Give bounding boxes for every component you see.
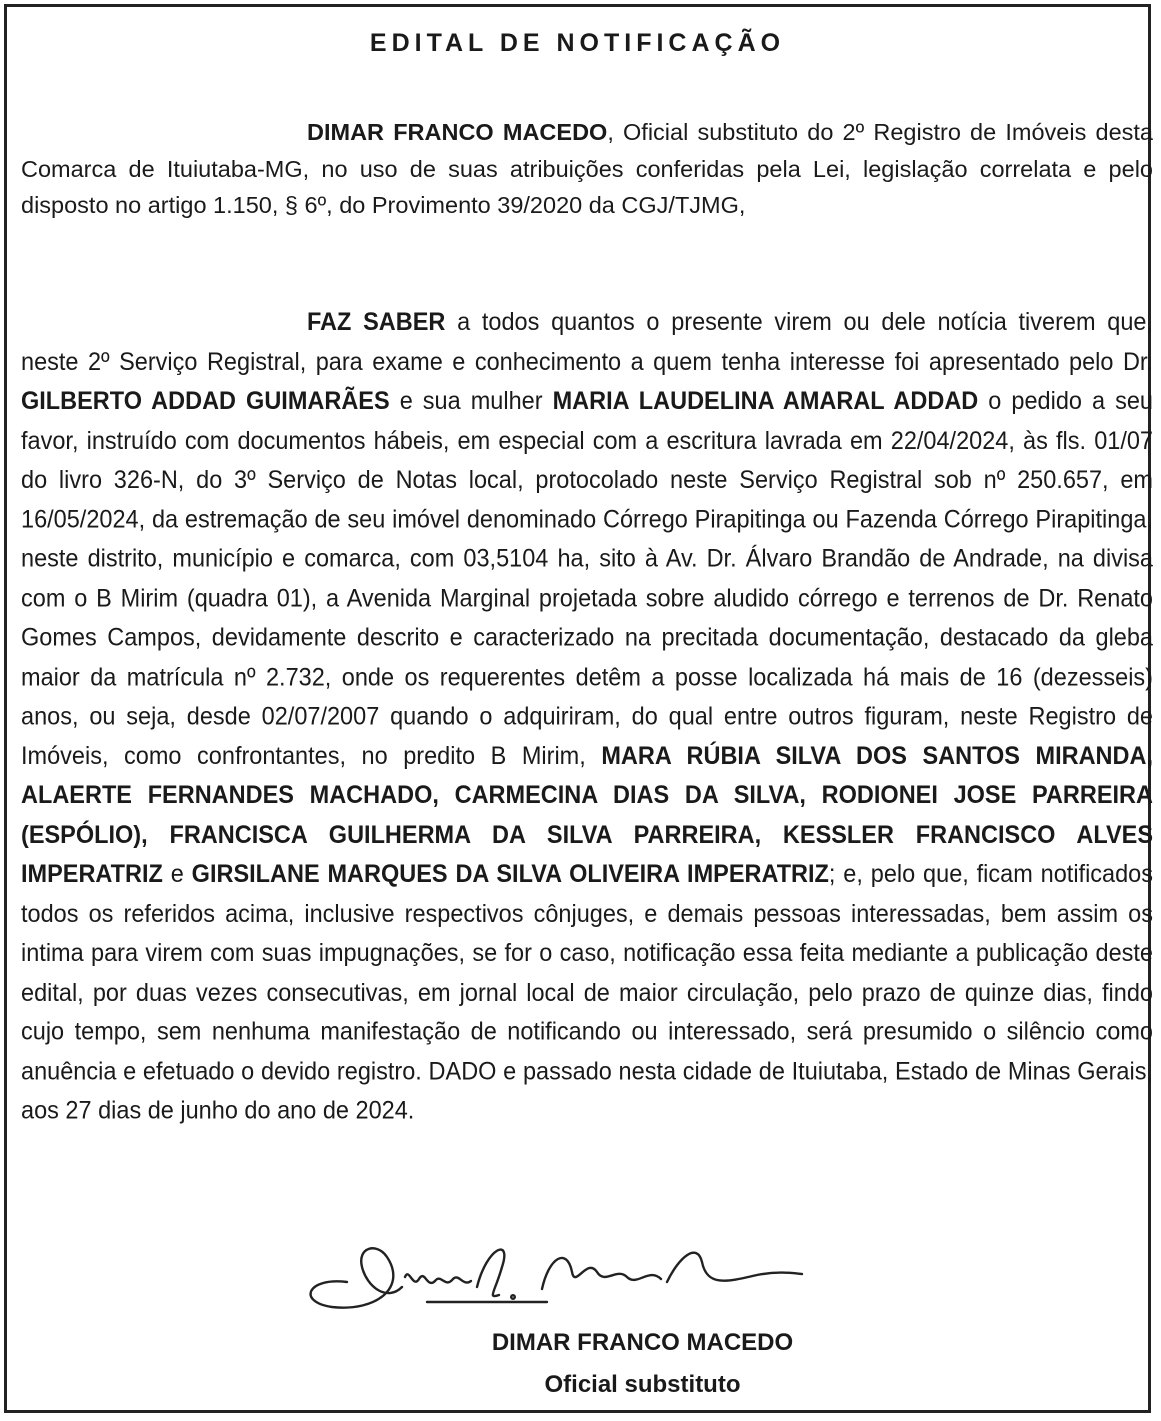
requester-name-2: MARIA LAUDELINA AMARAL ADDAD — [552, 386, 979, 415]
handwritten-signature — [287, 1227, 807, 1317]
body-text-1: a todos quantos o presente virem ou dele notícia tiverem que, neste 2º Serviço Registral, para exame e conhecimento a quem tenha interesse foi apresentado pelo Dr. — [21, 307, 1153, 375]
body-text-4: e — [162, 859, 192, 888]
body-text-3: o pedido a seu favor, instruído com documentos hábeis, em especial com a escritura lavrada em 22/04/2024, às fls. 01/07 do livro 326-N, do 3º Serviço de Notas local, protocolado neste Serviço Registral sob nº 250.657, em 16/05/2024, da estremação de seu imóvel denominado Córrego Pirapitinga ou Fazenda Córrego Pirapitinga, neste distrito, município e comarca, com 03,5104 ha, sito à Av. Dr. Álvaro Brandão de Andrade, na divisa com o B Mirim (quadra 01), a Avenida Marginal projetada sobre aludido córrego e terrenos de Dr. Renato Gomes Campos, devidamente descrito e caracterizado na precitada documentação, destacado da gleba maior da matrícula nº 2.732, onde os requerentes detêm a posse localizada há mais de 16 (dezesseis) anos, ou seja, desde 02/07/2007 quando o adquiriram, do qual entre outros figuram, neste Registro de Imóveis, como confrontantes, no predito B Mirim, — [21, 386, 1154, 770]
signatory-name: DIMAR FRANCO MACEDO — [491, 1329, 794, 1356]
requester-name-1: GILBERTO ADDAD GUIMARÃES — [21, 386, 390, 415]
paragraph-body — [21, 302, 1153, 1130]
neighbor-name-last: GIRSILANE MARQUES DA SILVA OLIVEIRA IMPERATRIZ — [191, 859, 829, 888]
signatory-role: Oficial substituto — [544, 1371, 741, 1398]
official-name: DIMAR FRANCO MACEDO — [307, 119, 608, 145]
neighbors-names: MARA RÚBIA SILVA DOS SANTOS MIRANDA, ALAERTE FERNANDES MACHADO, CARMECINA DIAS DA SILVA, RODIONEI JOSE PARREIRA (ESPÓLIO), FRANCISCA GUILHERMA DA SILVA PARREIRA, KESSLER FRANCISCO ALVES IMPERATRIZ — [21, 741, 1153, 888]
faz-saber: FAZ SABER — [307, 307, 446, 336]
document-frame — [4, 4, 1154, 1413]
body-text-5: ; e, pelo que, ficam notificados todos os referidos acima, inclusive respectivos cônjuges, e demais pessoas interessadas, bem assim os intima para virem com suas impugnações, se for o caso, notificação essa feita mediante a publicação deste edital, por duas vezes consecutivas, em jornal local de maior circulação, pelo prazo de quinze dias, findo cujo tempo, sem nenhuma manifestação de notificando ou interessado, será presumido o silêncio como anuência e efetuado o devido registro. DADO e passado nesta cidade de Ituiutaba, Estado de Minas Gerais, aos 27 dias de junho do ano de 2024. — [21, 859, 1153, 1124]
document-title: EDITAL DE NOTIFICAÇÃO — [369, 29, 786, 57]
intro-text: , Oficial substituto do 2º Registro de Imóveis desta Comarca de Ituiutaba-MG, no uso de suas atribuições conferidas pela Lei, legislação correlata e pelo disposto no artigo 1.150, § 6º, do Provimento 39/2020 da CGJ/TJMG, — [21, 119, 1153, 218]
paragraph-intro — [21, 114, 1153, 224]
body-text-2: e sua mulher — [389, 386, 553, 415]
